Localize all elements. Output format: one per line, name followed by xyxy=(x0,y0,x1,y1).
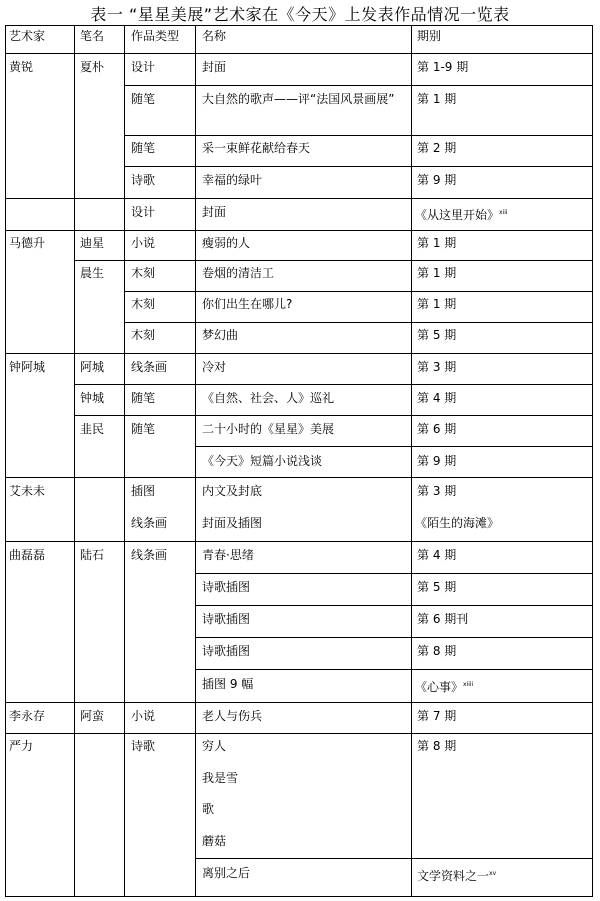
pen-name-zhong-cheng: 钟城 xyxy=(80,391,105,405)
work-type: 小说 xyxy=(131,236,156,250)
work-type: 插图 xyxy=(131,484,156,498)
work-name: 大自然的歌声——评“法国风景画展” xyxy=(202,92,395,106)
pen-name-di-xing: 迪星 xyxy=(80,236,105,250)
work-type: 设计 xyxy=(131,205,156,219)
work-name: 《今天》短篇小说浅谈 xyxy=(202,454,323,468)
pen-name-a-luan: 阿蛮 xyxy=(80,709,105,723)
pen-name-fei-min: 韭民 xyxy=(80,422,105,436)
work-name: 采一束鲜花献给春天 xyxy=(202,141,311,155)
work-issue: 第 4 期 xyxy=(417,548,457,562)
work-issue: 第 8 期 xyxy=(417,644,457,658)
work-name: 蘑菇 xyxy=(202,834,227,848)
work-issue: 《心事》$^{xiiii}$ xyxy=(415,680,474,694)
artist-ma-desheng: 马德升 xyxy=(9,236,46,250)
artist-huang-rui: 黄锐 xyxy=(9,60,34,74)
pen-name-lu-shi: 陆石 xyxy=(80,548,105,562)
work-name: 冷对 xyxy=(202,360,227,374)
work-name: 老人与伤兵 xyxy=(202,709,263,723)
work-name: 二十小时的《星星》美展 xyxy=(202,422,335,436)
page-title: 表一 “星星美展”艺术家在《今天》上发表作品情况一览表 xyxy=(90,5,510,24)
pen-name-xia-pu: 夏朴 xyxy=(80,60,105,74)
work-name: 《自然、社会、人》巡礼 xyxy=(202,391,335,405)
header-type: 作品类型 xyxy=(131,29,180,43)
work-issue: 第 6 期刊 xyxy=(417,612,469,626)
work-type: 随笔 xyxy=(131,92,156,106)
work-name: 幸福的绿叶 xyxy=(202,173,263,187)
work-name: 歌 xyxy=(202,802,215,816)
work-name: 你们出生在哪儿? xyxy=(202,297,293,311)
work-name: 瘦弱的人 xyxy=(202,236,251,250)
work-issue: 第 1 期 xyxy=(417,92,457,106)
work-issue: 第 4 期 xyxy=(417,391,457,405)
work-issue: 文学资料之一$^{xv}$ xyxy=(417,869,497,883)
work-name: 诗歌插图 xyxy=(202,612,251,626)
work-issue: 《陌生的海滩》 xyxy=(415,516,500,530)
work-issue: 第 9 期 xyxy=(417,454,457,468)
work-issue: 第 8 期 xyxy=(417,739,457,753)
work-issue: 第 7 期 xyxy=(417,709,457,723)
work-type: 木刻 xyxy=(131,266,156,280)
work-issue: 第 1 期 xyxy=(417,266,457,280)
work-type: 诗歌 xyxy=(131,173,156,187)
work-issue: 第 2 期 xyxy=(417,141,457,155)
work-type: 随笔 xyxy=(131,422,156,436)
work-name: 诗歌插图 xyxy=(202,580,251,594)
works-table xyxy=(5,25,594,898)
work-type: 诗歌 xyxy=(131,739,156,753)
work-issue: 第 1 期 xyxy=(417,236,457,250)
work-issue: 第 5 期 xyxy=(417,580,457,594)
work-name: 青春·思绪 xyxy=(202,548,254,562)
work-name: 封面 xyxy=(202,60,227,74)
work-issue: 第 1 期 xyxy=(417,297,457,311)
footnote-mark: xiiii xyxy=(463,681,474,688)
footnote-mark: xiii xyxy=(499,209,508,216)
work-issue: 第 3 期 xyxy=(417,484,457,498)
work-name: 封面 xyxy=(202,205,227,219)
header-artist: 艺术家 xyxy=(9,29,46,43)
work-type: 设计 xyxy=(131,60,156,74)
work-issue: 第 6 期 xyxy=(417,422,457,436)
work-type: 随笔 xyxy=(131,391,156,405)
work-type: 小说 xyxy=(131,709,156,723)
work-name: 封面及插图 xyxy=(202,516,263,530)
work-issue: 第 3 期 xyxy=(417,360,457,374)
work-issue: 第 9 期 xyxy=(417,173,457,187)
work-name: 离别之后 xyxy=(202,866,251,880)
work-name: 插图 9 幅 xyxy=(202,677,254,691)
work-name: 梦幻曲 xyxy=(202,328,239,342)
work-type: 木刻 xyxy=(131,328,156,342)
work-issue: 第 1-9 期 xyxy=(417,60,469,74)
work-type: 线条画 xyxy=(131,360,168,374)
work-name: 我是雪 xyxy=(202,771,239,785)
pen-name-chen-sheng: 晨生 xyxy=(80,266,105,280)
header-name: 名称 xyxy=(202,29,227,43)
work-issue: 《从这里开始》$^{xiii}$ xyxy=(415,208,508,222)
footnote-mark: xv xyxy=(489,870,497,877)
pen-name-a-cheng: 阿城 xyxy=(80,360,105,374)
artist-yan-li: 严力 xyxy=(9,739,34,753)
work-name: 内文及封底 xyxy=(202,484,263,498)
artist-li-yongcun: 李永存 xyxy=(9,709,46,723)
work-issue: 第 5 期 xyxy=(417,328,457,342)
work-name: 诗歌插图 xyxy=(202,644,251,658)
work-type: 随笔 xyxy=(131,141,156,155)
work-type: 木刻 xyxy=(131,297,156,311)
header-issue: 期别 xyxy=(417,29,442,43)
artist-qu-leilei: 曲磊磊 xyxy=(9,548,46,562)
artist-ai-weiwei: 艾未未 xyxy=(9,484,46,498)
work-type: 线条画 xyxy=(131,548,168,562)
work-type: 线条画 xyxy=(131,516,168,530)
header-pen-name: 笔名 xyxy=(80,29,105,43)
artist-zhong-acheng: 钟阿城 xyxy=(9,360,46,374)
work-name: 卷烟的清洁工 xyxy=(202,266,275,280)
work-name: 穷人 xyxy=(202,739,227,753)
